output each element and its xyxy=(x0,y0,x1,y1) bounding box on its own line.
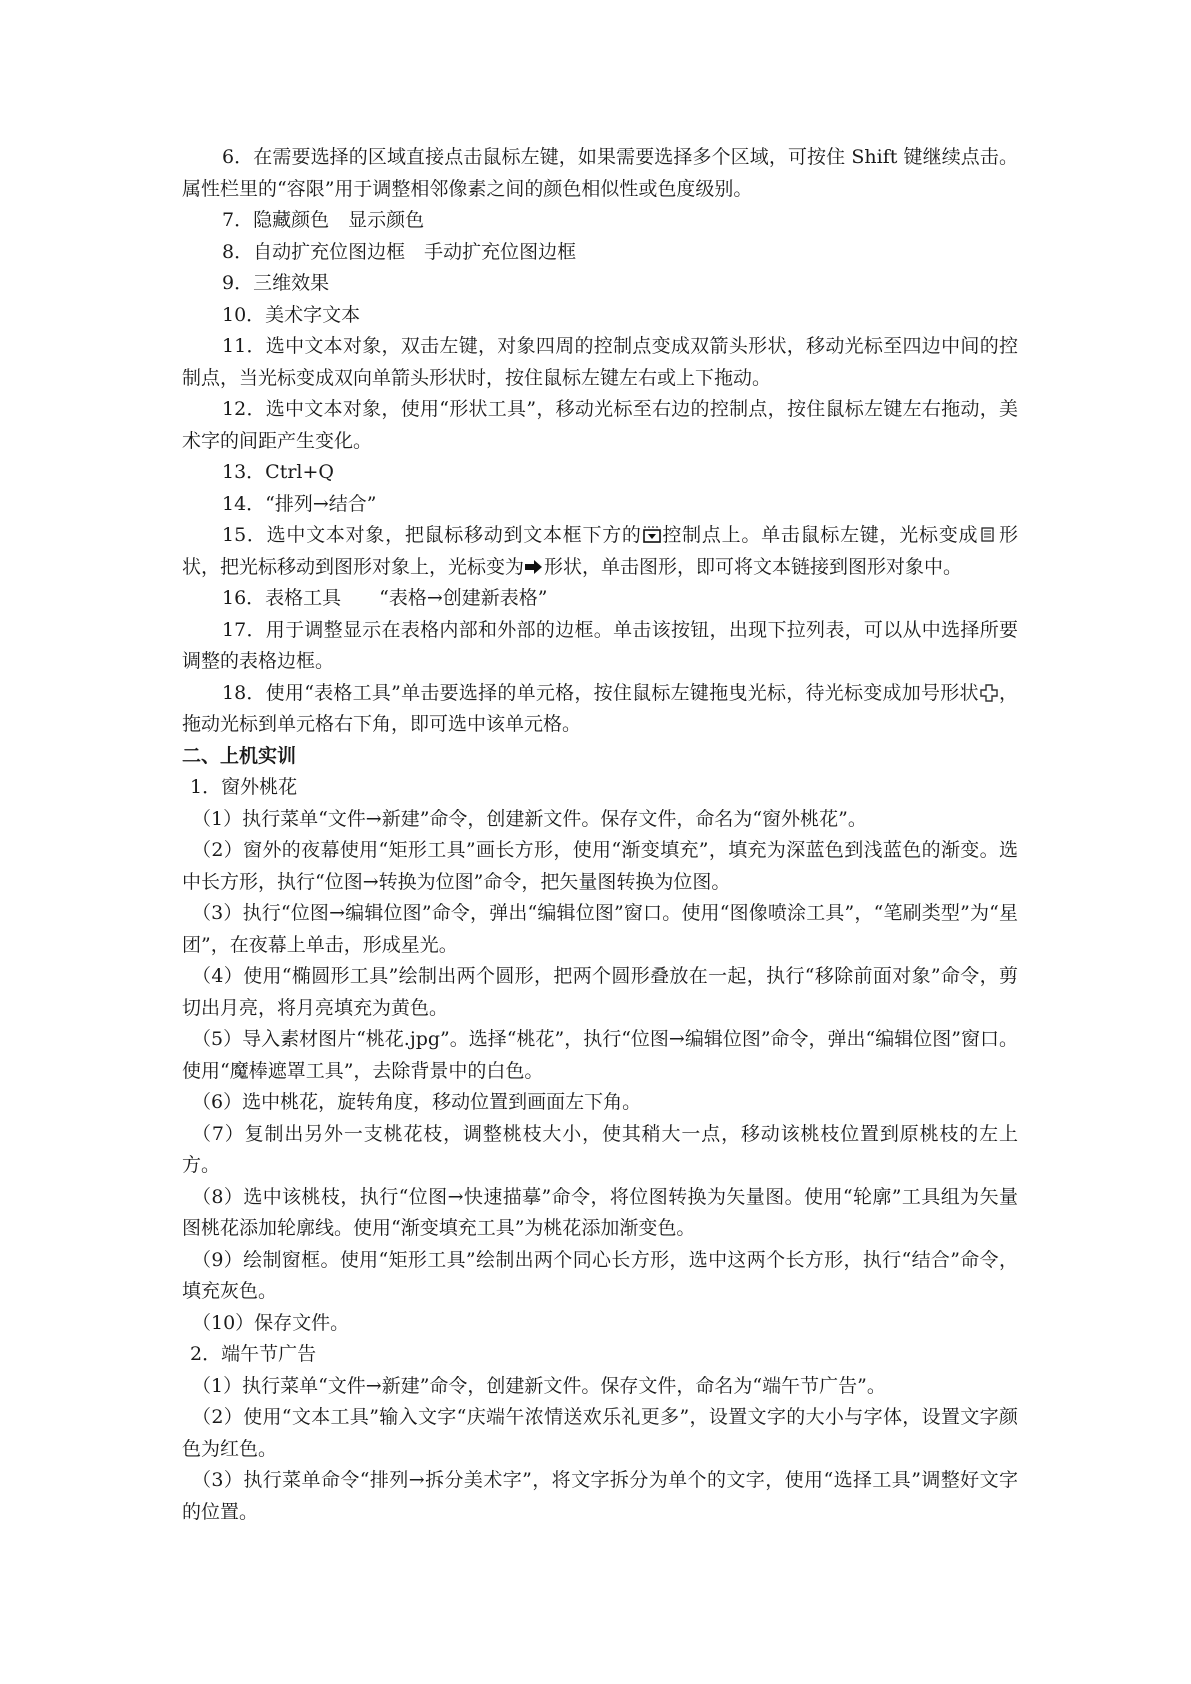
task-step: （9）绘制窗框。使用“矩形工具”绘制出两个同心长方形，选中这两个长方形，执行“结合”命令，填充灰色。 xyxy=(182,1248,1018,1302)
task-step: （6）选中桃花，旋转角度，移动位置到画面左下角。 xyxy=(192,1091,642,1113)
answer-15 xyxy=(182,520,1018,583)
document-page xyxy=(182,142,1018,1528)
answer-11: 11．选中文本对象，双击左键，对象四周的控制点变成双箭头形状，移动光标至四边中间的控制点，当光标变成双向单箭头形状时，按住鼠标左键左右或上下拖动。 xyxy=(182,335,1018,389)
answer-9: 9．三维效果 xyxy=(222,272,330,294)
task-step: （1）执行菜单“文件→新建”命令，创建新文件。保存文件，命名为“端午节广告”。 xyxy=(192,1374,886,1397)
task-step: （2）窗外的夜幕使用“矩形工具”画长方形，使用“渐变填充”，填充为深蓝色到浅蓝色的渐变。选中长方形，执行“位图→转换为位图”命令，把矢量图转换为位图。 xyxy=(182,839,1018,893)
text-page-cursor-icon xyxy=(978,526,998,544)
answer-12: 12．选中文本对象，使用“形状工具”，移动光标至右边的控制点，按住鼠标左键左右拖动，美术字的间距产生变化。 xyxy=(182,398,1018,452)
right-arrow-cursor-icon xyxy=(524,558,544,576)
answer-17: 17．用于调整显示在表格内部和外部的边框。单击该按钮，出现下拉列表，可以从中选择所要调整的表格边框。 xyxy=(182,618,1018,672)
task-step: （3）执行“位图→编辑位图”命令，弹出“编辑位图”窗口。使用“图像喷涂工具”，“笔刷类型”为“星团”，在夜幕上单击，形成星光。 xyxy=(182,902,1018,956)
answer-10: 10．美术字文本 xyxy=(222,303,361,326)
answer-13: 13．Ctrl+Q xyxy=(222,461,335,483)
answer-6: 6．在需要选择的区域直接点击鼠标左键，如果需要选择多个区域，可按住 Shift 键继续点击。属性栏里的“容限”用于调整相邻像素之间的颜色相似性或色度级别。 xyxy=(182,146,1018,200)
answer-15-part-b: 控制点上。单击鼠标左键，光标变成 xyxy=(661,524,979,546)
plus-cursor-icon xyxy=(979,684,999,702)
answer-18-part-b: ，拖动光标到单元格右下角，即可选中该单元格。 xyxy=(182,681,1018,735)
text-flow-control-icon xyxy=(642,526,662,544)
section-heading: 二、上机实训 xyxy=(182,744,297,767)
task-step: （3）执行菜单命令“排列→拆分美术字”，将文字拆分为单个的文字，使用“选择工具”调整好文字的位置。 xyxy=(182,1469,1018,1523)
task-step: （4）使用“椭圆形工具”绘制出两个圆形，把两个圆形叠放在一起，执行“移除前面对象”命令，剪切出月亮，将月亮填充为黄色。 xyxy=(182,965,1018,1019)
answer-8: 8．自动扩充位图边框 手动扩充位图边框 xyxy=(222,240,577,263)
answer-15-part-a: 15．选中文本对象，把鼠标移动到文本框下方的 xyxy=(222,524,642,546)
answer-7: 7．隐藏颜色 显示颜色 xyxy=(222,209,425,231)
task-step: （2）使用“文本工具”输入文字“庆端午浓情送欢乐礼更多”，设置文字的大小与字体，设置文字颜色为红色。 xyxy=(182,1406,1018,1460)
answer-16: 16．表格工具 “表格→创建新表格” xyxy=(222,587,548,609)
task-step: （5）导入素材图片“桃花.jpg”。选择“桃花”，执行“位图→编辑位图”命令，弹出“编辑位图”窗口。使用“魔棒遮罩工具”，去除背景中的白色。 xyxy=(182,1028,1018,1082)
task-step: （7）复制出另外一支桃花枝，调整桃枝大小，使其稍大一点，移动该桃枝位置到原桃枝的左上方。 xyxy=(182,1122,1018,1176)
answer-15-part-c: 形状，把光标移动到图形对象上，光标变为 xyxy=(182,524,1018,578)
answer-15-part-d: 形状，单击图形，即可将文本链接到图形对象中。 xyxy=(544,555,963,578)
task-title: 2．端午节广告 xyxy=(190,1343,317,1365)
task-step: （10）保存文件。 xyxy=(192,1311,350,1334)
answer-18 xyxy=(182,678,1018,741)
task-step: （1）执行菜单“文件→新建”命令，创建新文件。保存文件，命名为“窗外桃花”。 xyxy=(192,807,867,830)
answer-18-part-a: 18．使用“表格工具”单击要选择的单元格，按住鼠标左键拖曳光标，待光标变成加号形状 xyxy=(222,681,979,704)
task-title: 1．窗外桃花 xyxy=(190,776,298,798)
task-step: （8）选中该桃枝，执行“位图→快速描摹”命令，将位图转换为矢量图。使用“轮廓”工具组为矢量图桃花添加轮廓线。使用“渐变填充工具”为桃花添加渐变色。 xyxy=(182,1185,1018,1239)
answer-14: 14．“排列→结合” xyxy=(222,492,377,515)
